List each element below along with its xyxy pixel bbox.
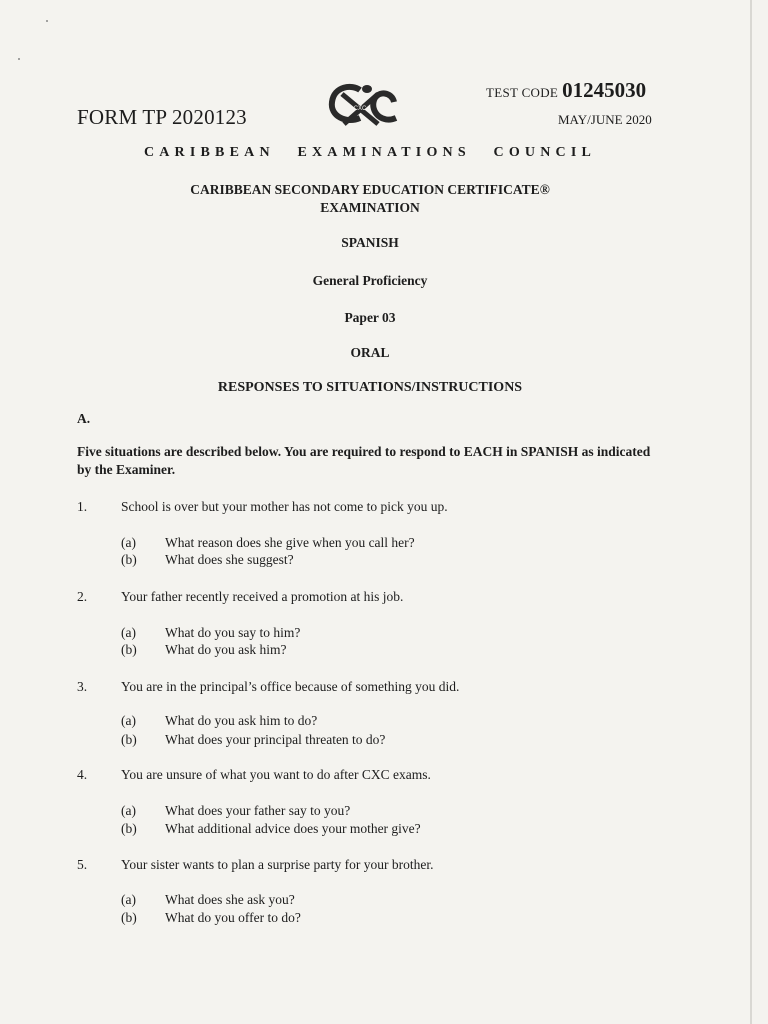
section-instruction: Five situations are described below. You are required to respond to EACH in SPANISH as indicated by the Examiner. xyxy=(77,444,651,477)
part-text: What do you offer to do? xyxy=(165,910,301,925)
scan-edge-line xyxy=(750,0,752,1024)
scan-speck xyxy=(18,58,20,60)
part-text: What does she ask you? xyxy=(165,892,295,907)
part-letter: (b) xyxy=(121,552,137,567)
part-letter: (a) xyxy=(121,535,136,550)
paper-number: Paper 03 xyxy=(344,310,396,325)
part-letter: (a) xyxy=(121,713,136,728)
question-number: 4. xyxy=(77,767,88,782)
question-text: You are in the principal’s office because of something you did. xyxy=(121,679,460,694)
exam-session: MAY/JUNE 2020 xyxy=(558,112,652,127)
logo-lettering: CXC xyxy=(353,106,367,112)
part-text: What do you ask him to do? xyxy=(165,713,318,728)
part-letter: (b) xyxy=(121,910,137,925)
part-text: What additional advice does your mother give? xyxy=(165,821,421,836)
part-text: What reason does she give when you call her? xyxy=(165,535,415,550)
question-number: 5. xyxy=(77,857,88,872)
scan-speck xyxy=(46,20,48,22)
council-name: CARIBBEAN EXAMINATIONS COUNCIL xyxy=(143,145,597,160)
subject-title: SPANISH xyxy=(341,235,399,250)
section-heading: RESPONSES TO SITUATIONS/INSTRUCTIONS xyxy=(217,380,523,395)
test-code-value: 01245030 xyxy=(562,78,647,102)
part-text: What does your principal threaten to do? xyxy=(165,732,386,747)
question-text: School is over but your mother has not come to pick you up. xyxy=(121,499,448,514)
certificate-line-2: EXAMINATION xyxy=(320,200,420,215)
question-text: You are unsure of what you want to do after CXC exams. xyxy=(121,767,431,782)
test-code-label: TEST CODE xyxy=(486,85,559,100)
part-letter: (b) xyxy=(121,732,137,747)
part-letter: (a) xyxy=(121,625,136,640)
component-title: ORAL xyxy=(350,345,390,360)
proficiency-level: General Proficiency xyxy=(312,273,428,288)
certificate-title xyxy=(0,181,740,217)
part-text: What do you say to him? xyxy=(165,625,301,640)
part-letter: (a) xyxy=(121,803,136,818)
form-number: FORM TP 2020123 xyxy=(77,105,247,129)
question-text: Your father recently received a promotion at his job. xyxy=(121,589,404,604)
part-letter: (b) xyxy=(121,821,137,836)
part-text: What does your father say to you? xyxy=(165,803,351,818)
part-text: What does she suggest? xyxy=(165,552,294,567)
certificate-line-1: CARIBBEAN SECONDARY EDUCATION CERTIFICATE® xyxy=(190,182,550,197)
cxc-logo xyxy=(320,80,402,130)
question-number: 2. xyxy=(77,589,88,604)
question-text: Your sister wants to plan a surprise party for your brother. xyxy=(121,857,434,872)
question-number: 3. xyxy=(77,679,88,694)
question-number: 1. xyxy=(77,499,88,514)
section-label: A. xyxy=(77,411,91,426)
part-letter: (b) xyxy=(121,642,137,657)
part-letter: (a) xyxy=(121,892,136,907)
test-code xyxy=(486,78,646,103)
part-text: What do you ask him? xyxy=(165,642,287,657)
